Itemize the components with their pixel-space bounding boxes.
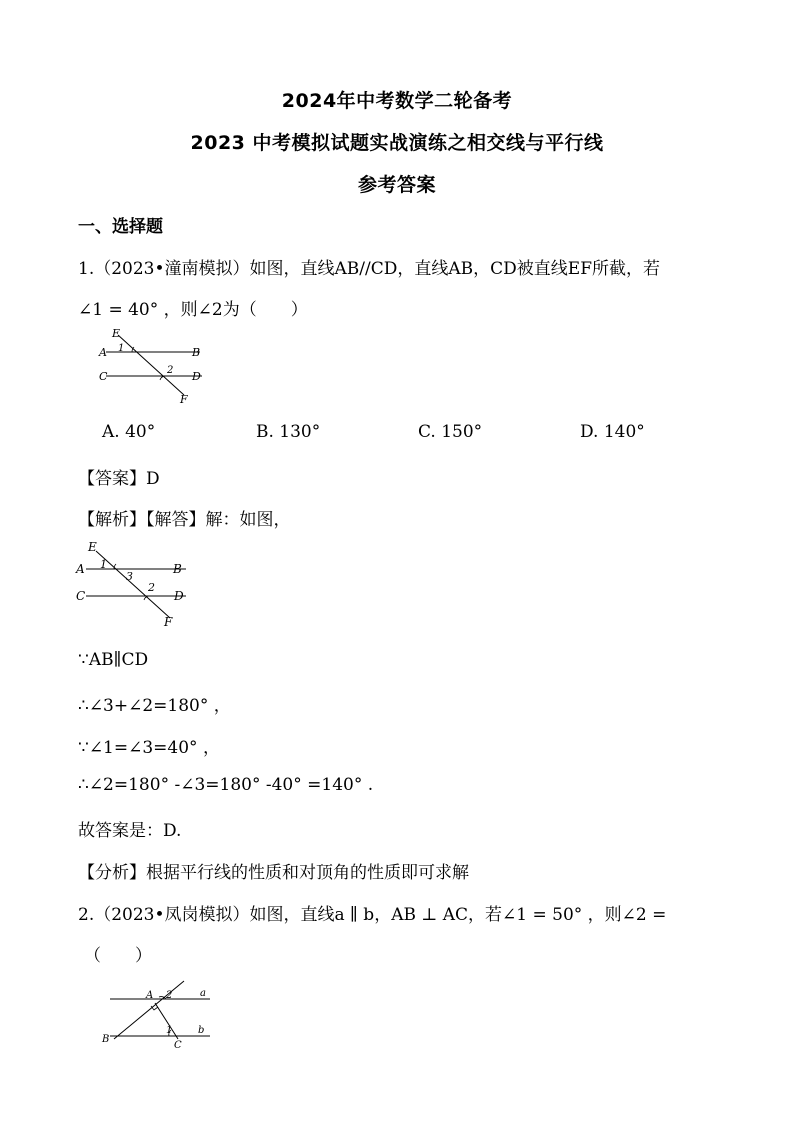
q1-sol-angle-1: 1 <box>100 558 107 571</box>
q1-analysis-intro: 【解析】【解答】解：如图， <box>78 510 291 530</box>
q1-fig-angle-1: 1 <box>118 343 125 354</box>
q2-fig-angle-1: 1 <box>166 1025 173 1036</box>
q1-sol-angle-2: 2 <box>148 581 155 594</box>
q1-step-5: 故答案是：D. <box>78 821 182 841</box>
q1-sol-label-c: C <box>76 589 86 603</box>
q2-fig-label-b: B <box>102 1034 110 1045</box>
q1-step-2: ∴∠3+∠2=180° ， <box>78 696 231 716</box>
q1-fig-label-c: C <box>99 370 108 383</box>
doc-title-2: 2023 中考模拟试题实战演练之相交线与平行线 <box>190 132 604 154</box>
q1-analysis: 【分析】根据平行线的性质和对顶角的性质即可求解 <box>78 863 469 883</box>
q1-fig-label-a: A <box>99 346 107 359</box>
q1-fig-angle-2: 2 <box>167 365 174 376</box>
q1-stem-line1: 1.（2023•潼南模拟）如图，直线AB//CD，直线AB，CD被直线EF所截，若 <box>78 259 660 279</box>
q1-figure <box>96 325 206 405</box>
q1-sol-label-f: F <box>164 615 173 628</box>
doc-title-3: 参考答案 <box>357 174 436 196</box>
q1-sol-angle-3: 3 <box>126 570 133 583</box>
q1-answer: 【答案】D <box>78 469 160 489</box>
q2-fig-label-line-a: a <box>200 988 206 999</box>
q1-option-a: A. 40° <box>102 422 156 442</box>
q1-sol-label-e: E <box>88 540 97 554</box>
q1-option-b: B. 130° <box>256 422 321 442</box>
q1-fig-label-d: D <box>192 370 201 383</box>
q2-figure <box>98 975 218 1055</box>
q1-fig-label-b: B <box>192 346 201 359</box>
q1-fig-label-e: E <box>112 327 121 340</box>
q1-sol-label-a: A <box>76 562 85 576</box>
q2-fig-label-c: C <box>174 1040 182 1051</box>
q2-stem-line1: 2.（2023•凤岗模拟）如图，直线a ∥ b，AB ⊥ AC，若∠1 = 50° ，则∠2 = <box>78 905 667 925</box>
q2-fig-label-line-b: b <box>198 1025 205 1036</box>
q1-step-4: ∴∠2=180° -∠3=180° -40° =140° . <box>78 775 374 795</box>
q1-sol-label-b: B <box>173 562 182 576</box>
q2-stem-line2: （ ） <box>84 946 152 966</box>
section-heading: 一、选择题 <box>78 217 163 237</box>
q1-step-1: ∵AB∥CD <box>78 650 149 670</box>
q1-sol-label-d: D <box>174 589 184 603</box>
q1-option-d: D. 140° <box>580 422 645 442</box>
q2-fig-angle-2: 2 <box>166 990 173 1001</box>
q2-fig-label-a: A <box>146 990 154 1001</box>
q1-option-c: C. 150° <box>418 422 483 442</box>
q1-step-3: ∵∠1=∠3=40° ， <box>78 738 220 758</box>
q1-stem-line2: ∠1 = 40° ，则∠2为（ ） <box>78 300 308 320</box>
q1-fig-label-f: F <box>180 393 188 405</box>
doc-title-1: 2024年中考数学二轮备考 <box>281 90 513 112</box>
q1-solution-figure <box>74 538 194 628</box>
